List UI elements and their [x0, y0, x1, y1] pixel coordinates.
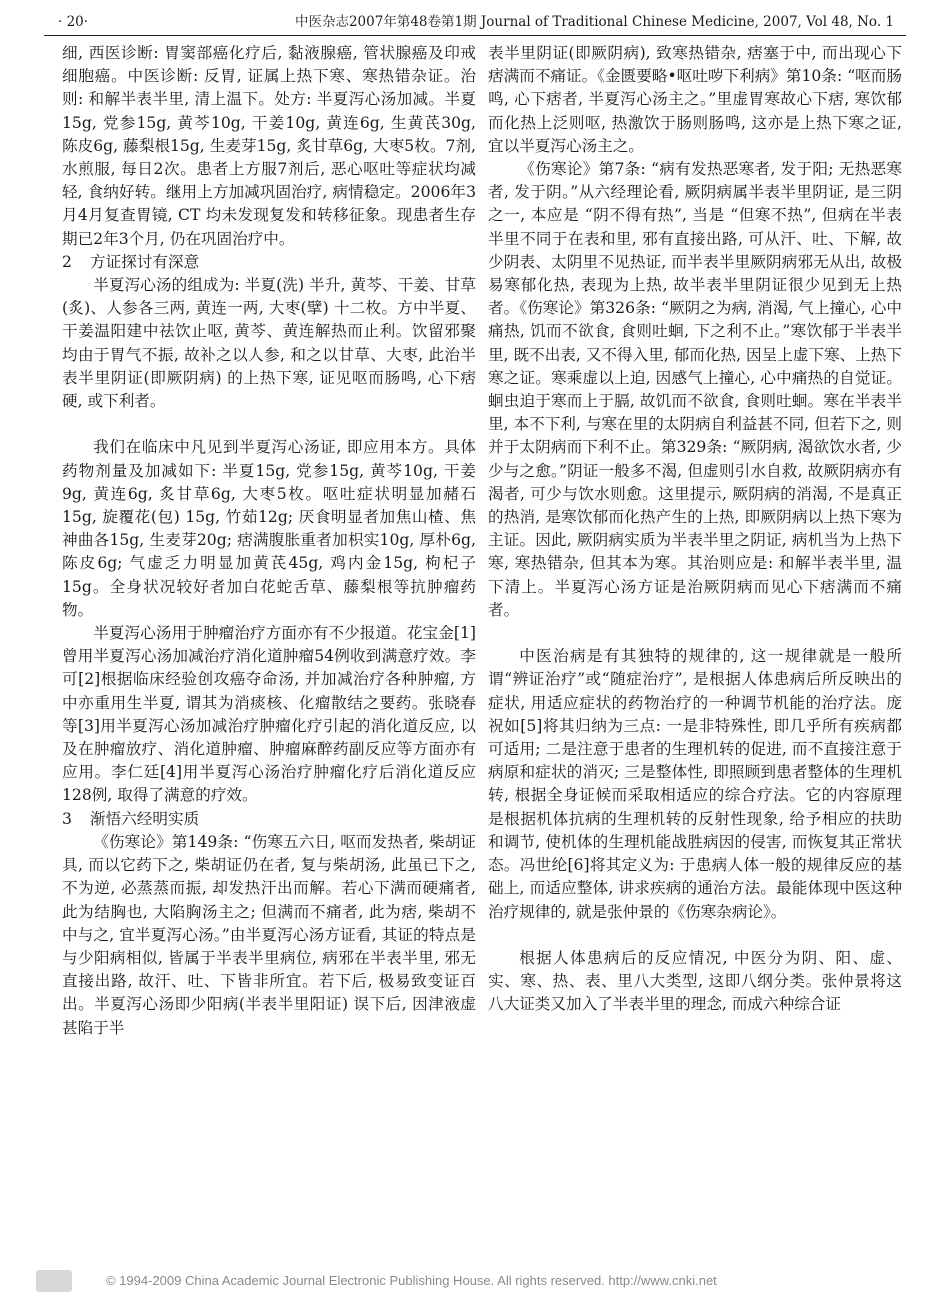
paragraph: 我们在临床中凡见到半夏泻心汤证, 即应用本方。具体药物剂量及加减如下: 半夏15g, 党参15g, 黄芩10g, 干姜9g, 黄连6g, 炙甘草6g, 大枣5枚。呕吐症状明显加赭石15g, 旋覆花(包) 15g, 竹茹12g; 厌食明显者加焦山楂、焦神曲各15g, 生麦芽20g; 痞满腹胀重者加枳实10g, 厚朴6g, 陈皮6g; 气虚乏力明显加黄芪45g, 鸡内金15g, 枸杞子15g。全身状况较好者加白花蛇舌草、藤梨根等抗肿瘤药物。 [62, 438, 476, 619]
left-column [62, 42, 476, 1040]
paragraph: 《伤寒论》第149条: “伤寒五六日, 呕而发热者, 柴胡证具, 而以它药下之, 柴胡证仍在者, 复与柴胡汤, 此虽已下之, 不为逆, 必蒸蒸而振, 却发热汗出而解。若心下满而硬痛者, 此为结胸也, 大陷胸汤主之; 但满而不痛者, 此为痞, 柴胡不中与之, 宜半夏泻心汤。”由半夏泻心汤方证看, 其证的特点是与少阳病相似, 皆属于半表半里病位, 病邪在半表半里, 邪无直接出路, 故汗、吐、下皆非所宜。若下后, 极易致变证百出。半夏泻心汤即少阳病(半表半里阳证) 误下后, 因津液虚甚陷于半 [62, 832, 476, 1037]
journal-title: 中医杂志2007年第48卷第1期 Journal of Traditional Chinese Medicine, 2007, Vol 48, No. 1 [294, 14, 894, 30]
copyright-notice: © 1994-2009 China Academic Journal Electronic Publishing House. All rights reserved. http://www.cnki.net [106, 1273, 717, 1288]
running-header [44, 10, 906, 36]
paragraph: 半夏泻心汤用于肿瘤治疗方面亦有不少报道。花宝金[1]曾用半夏泻心汤加减治疗消化道肿瘤54例收到满意疗效。李可[2]根据临床经验创攻癌夺命汤, 并加减治疗各种肿瘤, 方中亦重用生半夏, 谓其为消痰核、化瘤散结之要药。张晓春等[3]用半夏泻心汤加减治疗肿瘤化疗引起的消化道反应, 以及在肿瘤放疗、消化道肿瘤、肿瘤麻醉药副反应等方面亦有应用。李仁廷[4]用半夏泻心汤治疗肿瘤化疗后消化道反应128例, 取得了满意的疗效。 [62, 624, 476, 805]
section-number: 2 [62, 252, 72, 271]
page-footer [36, 1268, 914, 1294]
paragraph: 表半里阴证(即厥阴病), 致寒热错杂, 痞塞于中, 而出现心下痞满而不痛证。《金匮要略•呕吐哕下利病》第10条: “呕而肠鸣, 心下痞者, 半夏泻心汤主之。”里虚胃寒故心下痞, 寒饮郁而化热上泛则呕, 热激饮于肠则肠鸣, 这亦是上热下寒之证, 宜以半夏泻心汤主之。 [488, 44, 902, 155]
paragraph: 《伤寒论》第7条: “病有发热恶寒者, 发于阳; 无热恶寒者, 发于阴。”从六经理论看, 厥阴病属半表半里阴证, 是三阴之一, 本应是 “阴不得有热”, 当是 “但寒不热”, 但病在半表半里不同于在表和里, 邪有直接出路, 可从汗、吐、下解, 故少阴表、太阴里不见热证, 而半表半里厥阴病邪无从出, 故极易寒郁化热, 表现为上热, 故半表半里阴证很少见到无上热者。《伤寒论》第326条: “厥阴之为病, 消渴, 气上撞心, 心中痛热, 饥而不欲食, 食则吐蛔, 下之利不止。”寒饮郁于半表半里, 既不出表, 又不得入里, 郁而化热, 因呈上虚下寒、上热下寒之证。寒乘虚以上迫, 因感气上撞心, 心中痛热的自觉证。蛔虫迫于寒而上于膈, 故饥而不欲食, 食则吐蛔。寒在半表半里, 本不下利, 与寒在里的太阴病自利益甚不同, 但若下之, 则并于太阴病而下利不止。第329条: “厥阴病, 渴欲饮水者, 少少与之愈。”阴证一般多不渴, 但虚则引水自救, 故厥阴病亦有渴者, 可少与饮水则愈。这里提示, 厥阴病的消渴, 不是真正的热消, 是寒饮郁而化热产生的上热, 即厥阴病以上热下寒为主证。因此, 厥阴病实质为半表半里之阴证, 病机当为上热下寒, 寒热错杂, 但其本为寒。其治则应是: 和解半表半里, 温下清上。半夏泻心汤方证是治厥阴病而见心下痞满而不痛者。 [488, 160, 902, 619]
publisher-logo [36, 1270, 72, 1292]
page-number: · 20· [58, 14, 89, 30]
paragraph: 根据人体患病后的反应情况, 中医分为阴、阳、虚、实、寒、热、表、里八大类型, 这即八纲分类。张仲景将这八大证类又加入了半表半里的理念, 而成六种综合证 [488, 948, 902, 1014]
section-title: 方证探讨有深意 [90, 252, 200, 271]
section-number: 3 [62, 809, 72, 828]
paragraph: 中医治病是有其独特的规律的, 这一规律就是一般所谓“辨证治疗”或“随症治疗”, 是根据人体患病后所反映出的症状, 用适应症状的药物治疗的一种调节机能的治疗法。庞祝如[5]将其归纳为三点: 一是非特殊性, 即几乎所有疾病都可适用; 二是注意于患者的生理机转的促进, 而不直接注意于病原和症状的消灭; 三是整体性, 即照顾到患者整体的生理机转, 根据全身证候而采取相适应的综合疗法。它的内容原理是根据机体抗病的生理机转的反射性现象, 给予相应的扶助和调节, 使机体的生理机能战胜病因的侵害, 而恢复其正常状态。冯世纶[6]将其定义为: 于患病人体一般的规律反应的基础上, 而适应整体, 讲求疾病的通治方法。最能体现中医这种治疗规律的, 就是张仲景的《伤寒杂病论》。 [488, 647, 902, 921]
section-heading-3 [62, 808, 476, 831]
paragraph: 细, 西医诊断: 胃窦部癌化疗后, 黏液腺癌, 管状腺癌及印戒细胞癌。中医诊断: 反胃, 证属上热下寒、寒热错杂证。治则: 和解半表半里, 清上温下。处方: 半夏泻心汤加减。半夏15g, 党参15g, 黄芩10g, 干姜10g, 黄连6g, 生黄芪30g, 陈皮6g, 藤梨根15g, 生麦芽15g, 炙甘草6g, 大枣5枚。7剂, 水煎服, 每日2次。患者上方服7剂后, 恶心呕吐等症状均减轻, 食纳好转。继用上方加减巩固治疗, 病情稳定。2006年3月4月复查胃镜, CT 均未发现复发和转移征象。现患者生存期已2年3个月, 仍在巩固治疗中。 [62, 44, 476, 248]
section-title: 渐悟六经明实质 [90, 809, 200, 828]
section-heading-2 [62, 251, 476, 274]
right-column [488, 42, 902, 1017]
paragraph: 半夏泻心汤的组成为: 半夏(洗) 半升, 黄芩、干姜、甘草(炙)、人参各三两, 黄连一两, 大枣(擘) 十二枚。方中半夏、干姜温阳建中祛饮止呕, 黄芩、黄连解热而止利。饮留邪聚均由于胃气不振, 故补之以人参, 和之以甘草、大枣, 此治半表半里阴证(即厥阴病) 的上热下寒, 证见呕而肠鸣, 心下痞硬, 或下利者。 [62, 276, 476, 411]
